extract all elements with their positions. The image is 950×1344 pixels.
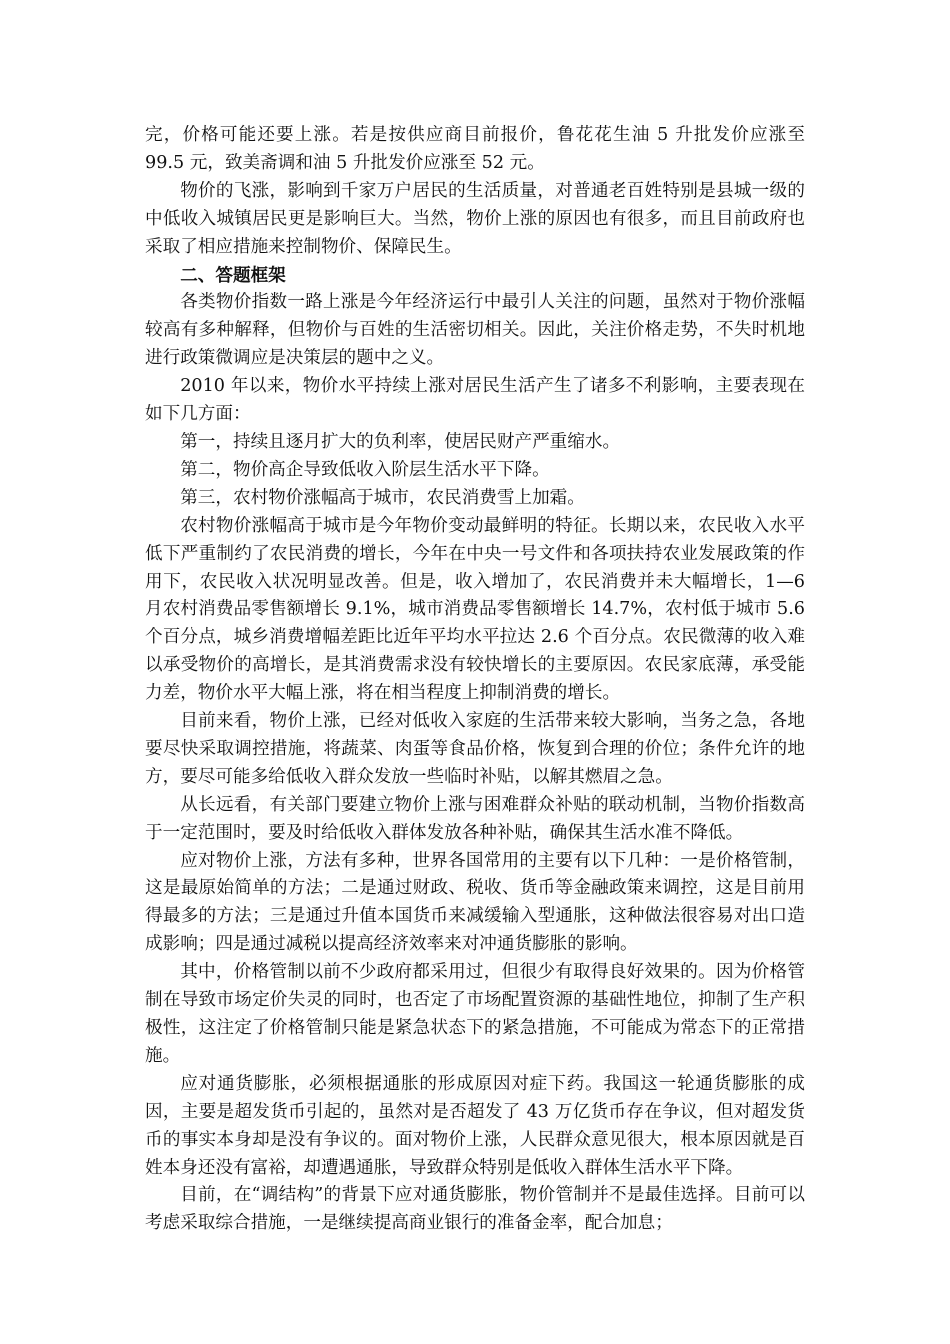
document-page <box>145 122 805 1238</box>
paragraph: 应对物价上涨，方法有多种，世界各国常用的主要有以下几种：一是价格管制，这是最原始简单的方法；二是通过财政、税收、货币等金融政策来调控，这是目前用得最多的方法；三是通过升值本国货币来减缓输入型通胀，这种做法很容易对出口造成影响；四是通过减税以提高经济效率来对冲通货膨胀的影响。 <box>145 850 805 955</box>
section-heading: 二、答题框架 <box>180 264 286 286</box>
paragraph: 2010 年以来，物价水平持续上涨对居民生活产生了诸多不利影响，主要表现在如下几方面： <box>145 376 805 425</box>
paragraph: 其中，价格管制以前不少政府都采用过，但很少有取得良好效果的。因为价格管制在导致市场定价失灵的同时，也否定了市场配置资源的基础性地位，抑制了生产积极性，这注定了价格管制只能是紧急状态下的紧急措施，不可能成为常态下的正常措施。 <box>145 962 805 1066</box>
paragraph: 从长远看，有关部门要建立物价上涨与困难群众补贴的联动机制，当物价指数高于一定范围时，要及时给低收入群体发放各种补贴，确保其生活水准不降低。 <box>145 794 805 843</box>
paragraph: 农村物价涨幅高于城市是今年物价变动最鲜明的特征。长期以来，农民收入水平低下严重制约了农民消费的增长，今年在中央一号文件和各项扶持农业发展政策的作用下，农民收入状况明显改善。但是，收入增加了，农民消费并未大幅增长，1—6 月农村消费品零售额增长 9.1%，城市消费品零售额增长 14.7%，农村低于城市 5.6 个百分点，城乡消费增幅差距比近年平均水平拉达 2.6 个百分点。农民微薄的收入难以承受物价的高增长，是其消费需求没有较快增长的主要原因。农民家底薄，承受能力差，物价水平大幅上涨，将在相当程度上抑制消费的增长。 <box>145 515 805 704</box>
paragraph: 应对通货膨胀，必须根据通胀的形成原因对症下药。我国这一轮通货膨胀的成因，主要是超发货币引起的，虽然对是否超发了 43 万亿货币存在争议，但对超发货币的事实本身却是没有争议的。面对物价上涨，人民群众意见很大，根本原因就是百姓本身还没有富裕，却遭遇通胀，导致群众特别是低收入群体生活水平下降。 <box>145 1073 805 1178</box>
list-item: 第三，农村物价涨幅高于城市，农民消费雪上加霜。 <box>180 487 585 508</box>
paragraph: 目前来看，物价上涨，已经对低收入家庭的生活带来较大影响，当务之急，各地要尽快采取调控措施，将蔬菜、肉蛋等食品价格，恢复到合理的价位；条件允许的地方，要尽可能多给低收入群众发放一些临时补贴，以解其燃眉之急。 <box>145 711 805 787</box>
paragraph: 物价的飞涨，影响到千家万户居民的生活质量，对普通老百姓特别是县城一级的中低收入城镇居民更是影响巨大。当然，物价上涨的原因也有很多，而且目前政府也采取了相应措施来控制物价、保障民生。 <box>145 180 805 257</box>
paragraph: 目前，在“调结构”的背景下应对通货膨胀，物价管制并不是最佳选择。目前可以考虑采取综合措施，一是继续提高商业银行的准备金率，配合加息； <box>145 1185 805 1234</box>
list-item: 第一，持续且逐月扩大的负利率，使居民财产严重缩水。 <box>180 431 621 452</box>
paragraph-continued: 完，价格可能还要上涨。若是按供应商目前报价，鲁花花生油 5 升批发价应涨至 99.5 元，致美斋调和油 5 升批发价应涨至 52 元。 <box>145 125 805 173</box>
list-item: 第二，物价高企导致低收入阶层生活水平下降。 <box>180 459 550 480</box>
paragraph: 各类物价指数一路上涨是今年经济运行中最引人关注的问题，虽然对于物价涨幅较高有多种解释，但物价与百姓的生活密切相关。因此，关注价格走势，不失时机地进行政策微调应是决策层的题中之义。 <box>145 292 805 369</box>
